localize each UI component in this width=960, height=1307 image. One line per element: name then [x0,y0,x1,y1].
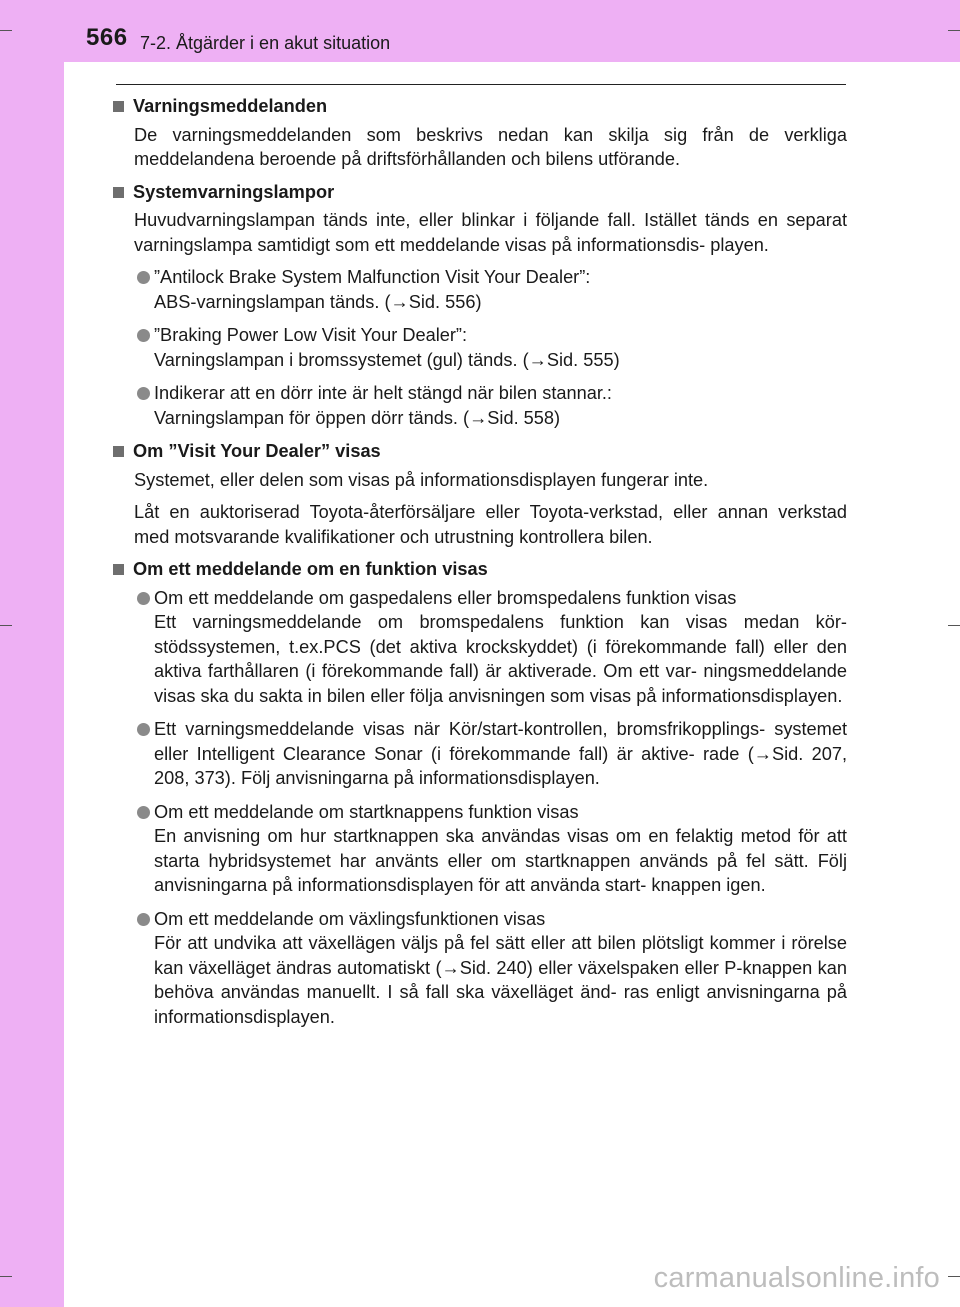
crop-mark [948,625,960,626]
heading-text: Om ett meddelande om en funktion visas [133,559,488,579]
crop-mark [0,1276,12,1277]
square-bullet-icon [113,101,124,112]
watermark-link[interactable]: carmanualsonline.info [653,1262,940,1294]
list-item-title: ”Antilock Brake System Malfunction Visit Your Dealer”: [154,267,591,287]
section-warning-messages [113,94,847,172]
chapter-title: 7-2. Åtgärder i en akut situation [140,33,391,53]
circle-bullet-icon [137,387,150,400]
list-item-text: Ett varningsmeddelande visas när Kör/start-kontrollen, bromsfrikopplings- systemet eller Intelligent Clearance Sonar (i förekommande fall) är aktive- rade (→Sid. 207, 208, 373). Följ anvisningarna på informationsdisplayen. [154,719,847,788]
section-visit-dealer [113,439,847,549]
paragraph: Låt en auktoriserad Toyota-återförsäljare eller Toyota-verkstad, eller annan verkstad med motsvarande kvalifikationer och utrustning kontrollera bilen. [134,502,847,547]
circle-bullet-icon [137,329,150,342]
paragraph: Systemet, eller delen som visas på informationsdisplayen fungerar inte. [134,469,709,490]
header-divider [116,84,846,85]
circle-bullet-icon [137,913,150,926]
square-bullet-icon [113,564,124,575]
circle-bullet-icon [137,723,150,736]
square-bullet-icon [113,187,124,198]
crop-mark [948,1276,960,1277]
list-item-title: Om ett meddelande om gaspedalens eller bromspedalens funktion visas [154,587,737,608]
list-item-text: Ett varningsmeddelande om bromspedalens funktion kan visas medan kör- stödssystemen, t.ex.PCS (det aktiva krockskyddet) (i förekommande fall) eller den aktiva farthållaren (i förekommande fall) är aktiverade. Om ett var- ningsmeddelande visas ska du sakta in bilen eller följa anvisningen som visas på informationsdisplayen. [154,612,847,706]
square-bullet-icon [113,446,124,457]
list-item-text: För att undvika att växellägen väljs på fel sätt eller att bilen plötsligt kommer i rörelse kan växelläget ändras automatiskt (→Sid. 240) eller växelspaken eller P-knappen kan behöva användas manuellt. I så fall ska växelläget änd- ras enligt anvisningarna på informationsdisplayen. [154,933,847,1027]
heading-text: Systemvarningslampor [133,181,335,202]
list-item-text: Varningslampan i bromssystemet (gul) tänds. (→Sid. 555) [154,349,620,370]
side-color-band [0,0,64,1307]
section-heading [113,94,847,119]
list-item-title: Om ett meddelande om växlingsfunktionen visas [154,908,546,929]
circle-bullet-icon [137,271,150,284]
list-item-text: En anvisning om hur startknappen ska användas visas om en felaktig metod för att starta hybridsystemet har använts eller om startknappen används på fel sätt. Följ anvisningarna på informationsdisplayen för att använda start- knappen igen. [154,826,847,895]
list-item [113,907,847,1030]
heading-text: Varningsmeddelanden [133,96,328,116]
page-number: 566 [86,24,128,51]
list-item [113,717,847,791]
section-heading [113,180,847,205]
main-content [113,94,847,1038]
list-item-title: ”Braking Power Low Visit Your Dealer”: [154,325,468,345]
heading-text: Om ”Visit Your Dealer” visas [133,441,381,461]
list-item [113,381,847,430]
section-function-message [113,557,847,1029]
list-item-title: Om ett meddelande om startknappens funktion visas [154,801,579,822]
list-item [113,586,847,709]
crop-mark [948,30,960,31]
list-item [113,265,847,314]
section-heading [113,439,847,464]
paragraph: Huvudvarningslampan tänds inte, eller blinkar i följande fall. Istället tänds en separat varningslampa samtidigt som ett meddelande visas på informationsdis- playen. [134,210,847,255]
list-item-text: Varningslampan för öppen dörr tänds. (→Sid. 558) [154,407,561,428]
circle-bullet-icon [137,806,150,819]
list-item [113,800,847,898]
list-item-title: Indikerar att en dörr inte är helt stängd när bilen stannar.: [154,383,612,403]
section-system-warning-lamps [113,180,847,431]
list-item [113,323,847,372]
paragraph: De varningsmeddelanden som beskrivs nedan kan skilja sig från de verkliga meddelandena beroende på driftsförhållanden och bilens utförande. [134,124,847,169]
crop-mark [0,30,12,31]
list-item-text: ABS-varningslampan tänds. (→Sid. 556) [154,291,482,312]
circle-bullet-icon [137,592,150,605]
crop-mark [0,625,12,626]
section-heading [113,557,847,582]
